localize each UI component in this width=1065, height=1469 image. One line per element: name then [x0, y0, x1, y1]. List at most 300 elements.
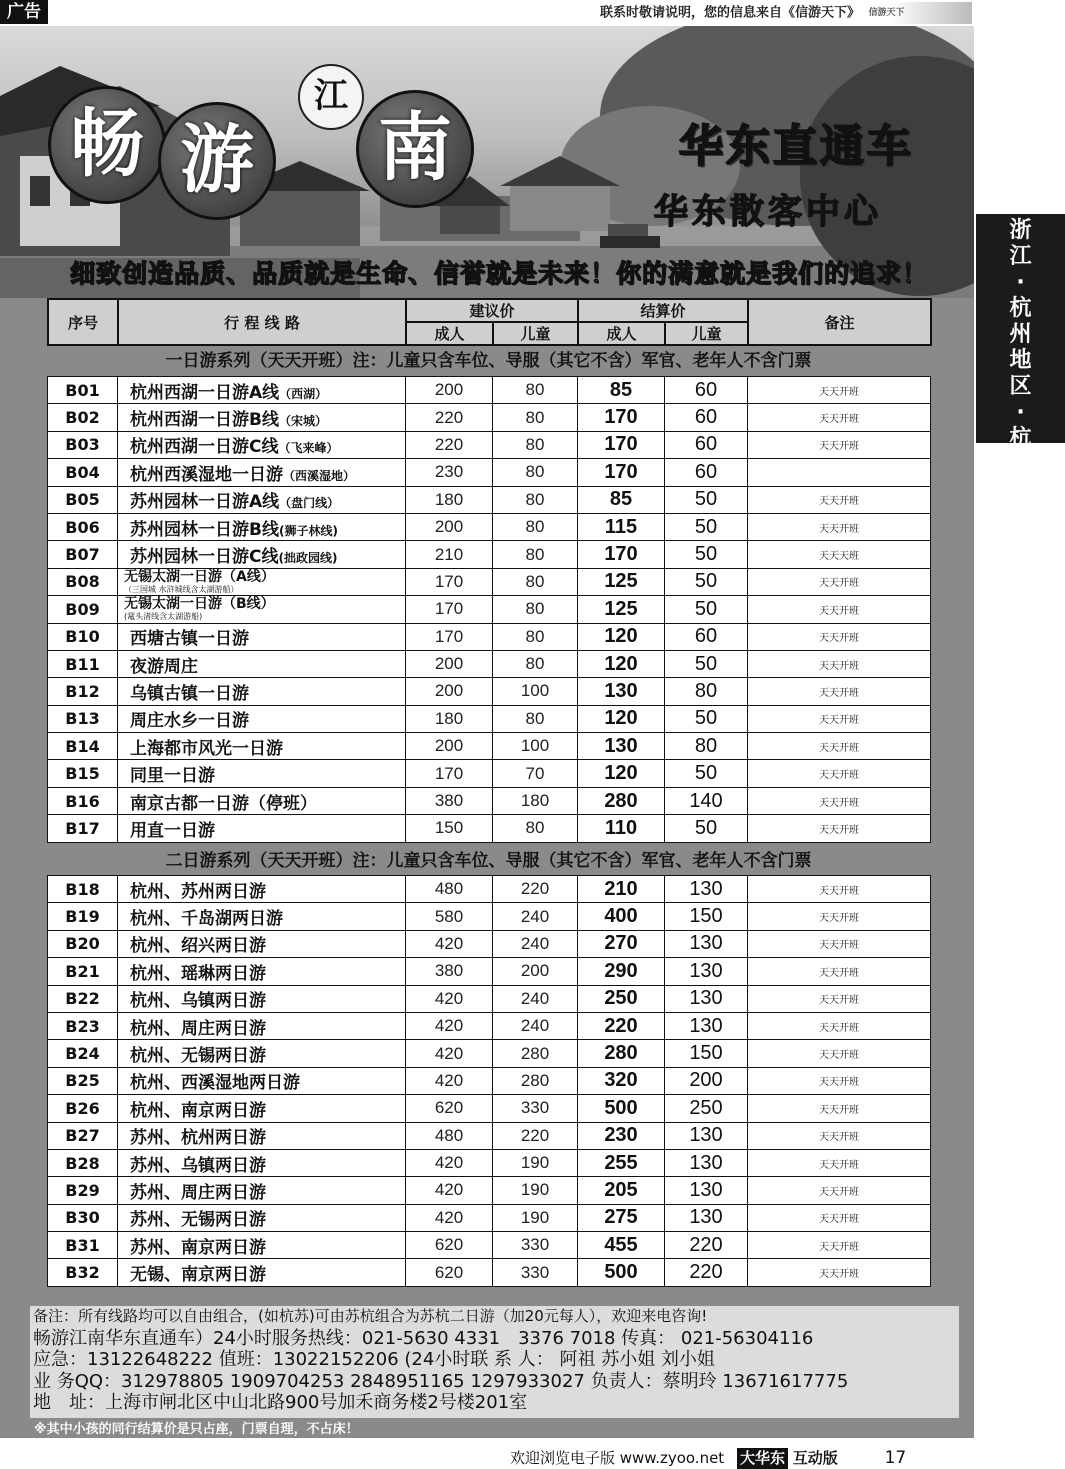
tour-route-name: 用直一日游 [130, 820, 215, 841]
tour-route [118, 1122, 406, 1149]
qq-line: 业 务QQ：312978805 1909704253 2848951165 1297933027 负责人：蔡明玲 13671617775 [33, 1370, 849, 1392]
schedule-note: 天天开班 [748, 431, 931, 458]
suggested-adult-price: 420 [406, 1177, 493, 1204]
settlement-adult-price: 250 [578, 985, 665, 1012]
settlement-child-price: 50 [665, 760, 748, 787]
settlement-child-price: 130 [665, 930, 748, 957]
tour-row [48, 377, 931, 404]
suggested-child-price: 220 [493, 1122, 578, 1149]
tour-route [118, 1259, 406, 1286]
tour-route-tag: (狮子林线) [278, 523, 338, 538]
tour-route-name: 周庄水乡一日游 [130, 711, 249, 732]
tour-route-name: 乌镇古镇一日游 [130, 683, 249, 704]
tour-route-name: 苏州园林一日游A线 [130, 492, 280, 513]
settlement-adult-price: 85 [578, 377, 665, 404]
tour-row [48, 876, 931, 903]
schedule-note: 天天开班 [748, 1149, 931, 1176]
tour-code: B04 [48, 459, 118, 486]
schedule-note: 天天开班 [748, 760, 931, 787]
settlement-child-price: 60 [665, 404, 748, 431]
suggested-adult-price: 180 [406, 705, 493, 732]
suggested-child-price: 80 [493, 486, 578, 513]
suggested-child-price: 80 [493, 377, 578, 404]
tour-code: B05 [48, 486, 118, 513]
source-notice [600, 2, 972, 24]
suggested-child-price: 180 [493, 787, 578, 814]
tour-route-name: 苏州园林一日游C线 [130, 547, 279, 568]
tour-code: B02 [48, 404, 118, 431]
schedule-note: 天天开班 [748, 1259, 931, 1286]
region-tab-char: 杭 [1009, 426, 1032, 451]
suggested-child-price: 80 [493, 596, 578, 623]
tour-route-name: 杭州西湖一日游A线 [130, 382, 280, 403]
suggested-adult-price: 170 [406, 596, 493, 623]
region-tab-char: 杭 [1009, 296, 1032, 321]
suggested-child-price: 330 [493, 1259, 578, 1286]
tour-route-tag: （宋城） [278, 414, 327, 429]
tour-route-name: 杭州、西溪湿地两日游 [130, 1073, 300, 1094]
tour-row [48, 404, 931, 431]
page-number: 17 [884, 1448, 907, 1468]
tour-route [118, 705, 406, 732]
settlement-adult-price: 220 [578, 1012, 665, 1039]
tour-route [118, 760, 406, 787]
tour-route [118, 787, 406, 814]
tour-code: B32 [48, 1259, 118, 1286]
settlement-adult-price: 205 [578, 1177, 665, 1204]
col-header-settlement-price: 结算价 [578, 299, 748, 322]
suggested-child-price: 80 [493, 459, 578, 486]
tour-code: B26 [48, 1095, 118, 1122]
suggested-child-price: 80 [493, 513, 578, 540]
tour-row [48, 1040, 931, 1067]
tour-route-name: 苏州、乌镇两日游 [130, 1155, 266, 1176]
tour-route [118, 1012, 406, 1039]
tour-route-name: 杭州、乌镇两日游 [130, 991, 266, 1012]
tour-route-name: 杭州、绍兴两日游 [130, 936, 266, 957]
settlement-adult-price: 500 [578, 1095, 665, 1122]
settlement-adult-price: 125 [578, 568, 665, 595]
schedule-note: 天天开班 [748, 650, 931, 677]
tour-row [48, 1204, 931, 1231]
schedule-note: 天天开班 [748, 1040, 931, 1067]
suggested-adult-price: 220 [406, 431, 493, 458]
schedule-note: 天天开班 [748, 787, 931, 814]
tour-route-name: 杭州、千岛湖两日游 [130, 909, 283, 930]
schedule-note: 天天开班 [748, 1067, 931, 1094]
suggested-child-price: 330 [493, 1232, 578, 1259]
settlement-adult-price: 110 [578, 815, 665, 842]
suggested-adult-price: 150 [406, 815, 493, 842]
settlement-adult-price: 120 [578, 623, 665, 650]
suggested-adult-price: 420 [406, 1204, 493, 1231]
suggested-child-price: 70 [493, 760, 578, 787]
region-tab-char: 地 [1009, 348, 1032, 373]
tour-code: B15 [48, 760, 118, 787]
tour-route [118, 377, 406, 404]
hotline-line: 畅游江南华东直通车）24小时服务热线：021-5630 4331 3376 7018 传真： 021-56304116 [33, 1327, 814, 1349]
settlement-child-price: 60 [665, 459, 748, 486]
settlement-adult-price: 120 [578, 650, 665, 677]
schedule-note [748, 459, 931, 486]
suggested-child-price: 240 [493, 985, 578, 1012]
tour-row [48, 486, 931, 513]
suggested-child-price: 280 [493, 1040, 578, 1067]
settlement-child-price: 50 [665, 486, 748, 513]
tour-route [118, 876, 406, 903]
suggested-child-price: 190 [493, 1204, 578, 1231]
tour-route-name: 无锡太湖一日游（B线） [124, 596, 275, 613]
settlement-child-price: 130 [665, 1177, 748, 1204]
col-header-note: 备注 [748, 299, 931, 345]
tour-route-name: 夜游周庄 [130, 656, 198, 677]
suggested-adult-price: 200 [406, 377, 493, 404]
tour-code: B22 [48, 985, 118, 1012]
tour-row [48, 431, 931, 458]
settlement-adult-price: 115 [578, 513, 665, 540]
brand-subtitle: 华东散客中心 [654, 192, 882, 232]
col-header-adult-settle: 成人 [578, 322, 665, 345]
tour-code: B31 [48, 1232, 118, 1259]
settlement-adult-price: 290 [578, 958, 665, 985]
tour-row [48, 760, 931, 787]
tour-row [48, 678, 931, 705]
suggested-child-price: 80 [493, 431, 578, 458]
schedule-note: 天天开班 [748, 1012, 931, 1039]
tour-route-tag: (拙政园线) [278, 551, 338, 566]
tour-row [48, 705, 931, 732]
logo-char-1: 畅 [48, 86, 166, 204]
settlement-child-price: 130 [665, 1149, 748, 1176]
region-tab-char: 区 [1009, 374, 1032, 399]
col-header-route: 行 程 线 路 [118, 299, 406, 345]
schedule-note: 天天开班 [748, 815, 931, 842]
schedule-note: 天天天班 [748, 541, 931, 568]
tour-code: B19 [48, 903, 118, 930]
suggested-adult-price: 480 [406, 876, 493, 903]
footer-website: 欢迎浏览电子版 www.zyoo.net [510, 1449, 725, 1467]
settlement-child-price: 130 [665, 1204, 748, 1231]
tour-route-name: 西塘古镇一日游 [130, 629, 249, 650]
tour-route-detail: (鼋头渚线含太湖游船) [124, 612, 203, 622]
footer-version: 互动版 [792, 1449, 838, 1467]
tour-route [118, 815, 406, 842]
settlement-child-price: 50 [665, 705, 748, 732]
tour-code: B10 [48, 623, 118, 650]
tour-code: B25 [48, 1067, 118, 1094]
settlement-child-price: 130 [665, 1012, 748, 1039]
settlement-adult-price: 230 [578, 1122, 665, 1149]
tour-route-name: 苏州园林一日游B线 [130, 519, 279, 540]
tour-route [118, 568, 406, 595]
settlement-child-price: 80 [665, 733, 748, 760]
schedule-note: 天天开班 [748, 596, 931, 623]
tour-route-name: 杭州、苏州两日游 [130, 881, 266, 902]
settlement-adult-price: 270 [578, 930, 665, 957]
schedule-note: 天天开班 [748, 513, 931, 540]
tour-route [118, 513, 406, 540]
tour-code: B09 [48, 596, 118, 623]
suggested-child-price: 330 [493, 1095, 578, 1122]
section-title-two-day: 二日游系列（天天开班）注：儿童只含车位、导服（其它不含）军官、老年人不含门票 [165, 851, 812, 871]
settlement-adult-price: 320 [578, 1067, 665, 1094]
region-tab-char: 江 [1009, 244, 1032, 269]
settlement-child-price: 50 [665, 513, 748, 540]
settlement-child-price: 130 [665, 876, 748, 903]
settlement-adult-price: 455 [578, 1232, 665, 1259]
tour-route-tag: （西溪湿地） [283, 468, 356, 483]
tour-route-tag: （西湖） [279, 386, 328, 401]
page-footer [510, 1448, 1065, 1469]
suggested-child-price: 190 [493, 1177, 578, 1204]
col-header-no: 序号 [48, 299, 118, 345]
suggested-child-price: 100 [493, 678, 578, 705]
tour-route [118, 985, 406, 1012]
settlement-adult-price: 255 [578, 1149, 665, 1176]
settlement-adult-price: 210 [578, 876, 665, 903]
suggested-child-price: 80 [493, 705, 578, 732]
schedule-note: 天天开班 [748, 876, 931, 903]
tour-route-name: 上海都市风光一日游 [130, 738, 283, 759]
settlement-child-price: 130 [665, 958, 748, 985]
settlement-adult-price: 400 [578, 903, 665, 930]
suggested-child-price: 280 [493, 1067, 578, 1094]
suggested-adult-price: 200 [406, 650, 493, 677]
settlement-child-price: 50 [665, 815, 748, 842]
suggested-adult-price: 230 [406, 459, 493, 486]
schedule-note: 天天开班 [748, 705, 931, 732]
logo-char-4: 南 [356, 90, 474, 208]
tour-route [118, 623, 406, 650]
schedule-note: 天天开班 [748, 930, 931, 957]
settlement-child-price: 50 [665, 650, 748, 677]
tour-code: B03 [48, 431, 118, 458]
suggested-adult-price: 170 [406, 623, 493, 650]
col-header-adult: 成人 [406, 322, 493, 345]
tour-route [118, 459, 406, 486]
tour-route-name: 无锡太湖一日游（A线） [124, 568, 275, 585]
tour-code: B16 [48, 787, 118, 814]
settlement-child-price: 60 [665, 377, 748, 404]
tour-code: B30 [48, 1204, 118, 1231]
schedule-note: 天天开班 [748, 377, 931, 404]
tour-row [48, 985, 931, 1012]
suggested-adult-price: 210 [406, 541, 493, 568]
settlement-child-price: 150 [665, 903, 748, 930]
tour-code: B06 [48, 513, 118, 540]
settlement-adult-price: 125 [578, 596, 665, 623]
suggested-adult-price: 200 [406, 733, 493, 760]
tour-row [48, 596, 931, 623]
suggested-adult-price: 620 [406, 1259, 493, 1286]
tour-code: B24 [48, 1040, 118, 1067]
schedule-note: 天天开班 [748, 958, 931, 985]
tour-row [48, 1149, 931, 1176]
tour-code: B14 [48, 733, 118, 760]
contact-info-block [30, 1306, 959, 1418]
tour-row [48, 903, 931, 930]
suggested-adult-price: 380 [406, 787, 493, 814]
settlement-child-price: 50 [665, 568, 748, 595]
tour-route-name: 杭州、周庄两日游 [130, 1018, 266, 1039]
settlement-adult-price: 130 [578, 733, 665, 760]
settlement-adult-price: 170 [578, 431, 665, 458]
suggested-child-price: 80 [493, 623, 578, 650]
tour-code: B28 [48, 1149, 118, 1176]
settlement-child-price: 60 [665, 623, 748, 650]
settlement-child-price: 50 [665, 541, 748, 568]
tour-route-tag: （盘门线） [279, 496, 340, 511]
two-day-tour-table [47, 875, 931, 1287]
tour-route [118, 958, 406, 985]
settlement-child-price: 50 [665, 596, 748, 623]
settlement-child-price: 130 [665, 985, 748, 1012]
region-tab-char: 浙 [1009, 218, 1032, 243]
suggested-adult-price: 420 [406, 1040, 493, 1067]
tour-route-name: 杭州西湖一日游B线 [130, 410, 279, 431]
tour-code: B11 [48, 650, 118, 677]
tour-row [48, 459, 931, 486]
tour-route [118, 596, 406, 623]
tour-row [48, 541, 931, 568]
suggested-child-price: 100 [493, 733, 578, 760]
tour-row [48, 733, 931, 760]
address-line: 地 址：上海市闸北区中山北路900号加禾商务楼2号楼201室 [33, 1392, 528, 1413]
schedule-note: 天天开班 [748, 1122, 931, 1149]
tour-route-tag: （飞来峰） [278, 441, 339, 456]
footer-brand: 大华东 [737, 1448, 788, 1469]
tour-row [48, 787, 931, 814]
settlement-adult-price: 85 [578, 486, 665, 513]
settlement-child-price: 140 [665, 787, 748, 814]
suggested-adult-price: 480 [406, 1122, 493, 1149]
suggested-adult-price: 200 [406, 513, 493, 540]
tour-route [118, 1095, 406, 1122]
tour-code: B27 [48, 1122, 118, 1149]
schedule-note: 天天开班 [748, 733, 931, 760]
one-day-tour-table [47, 376, 931, 843]
tour-route [118, 678, 406, 705]
settlement-child-price: 60 [665, 431, 748, 458]
schedule-note: 天天开班 [748, 903, 931, 930]
settlement-child-price: 80 [665, 678, 748, 705]
region-tab-char: 州 [1009, 452, 1032, 477]
suggested-child-price: 240 [493, 930, 578, 957]
suggested-child-price: 80 [493, 568, 578, 595]
suggested-adult-price: 200 [406, 678, 493, 705]
suggested-adult-price: 620 [406, 1095, 493, 1122]
logo-char-3: 江 [298, 64, 364, 130]
tour-route-name: 杭州西湖一日游C线 [130, 437, 279, 458]
combination-note: 备注：所有线路均可以自由组合，(如杭苏)可由苏杭组合为苏杭二日游（加20元每人），欢迎来电咨询! [33, 1307, 708, 1325]
suggested-child-price: 80 [493, 650, 578, 677]
settlement-child-price: 150 [665, 1040, 748, 1067]
tour-row [48, 815, 931, 842]
tour-route-name: 同里一日游 [130, 766, 215, 787]
logo-char-2: 游 [158, 102, 276, 220]
tour-row [48, 1067, 931, 1094]
tour-route [118, 930, 406, 957]
tour-route [118, 404, 406, 431]
suggested-child-price: 240 [493, 903, 578, 930]
tour-row [48, 1122, 931, 1149]
tour-route [118, 650, 406, 677]
section-title-one-day: 一日游系列（天天开班）注：儿童只含车位、导服（其它不含）军官、老年人不含门票 [165, 351, 812, 371]
settlement-child-price: 220 [665, 1232, 748, 1259]
schedule-note: 天天开班 [748, 1095, 931, 1122]
tour-route-name: 南京古都一日游（停班） [130, 793, 317, 814]
settlement-adult-price: 120 [578, 760, 665, 787]
tour-row [48, 650, 931, 677]
region-tab-char: 州 [1009, 322, 1032, 347]
suggested-adult-price: 420 [406, 1067, 493, 1094]
suggested-child-price: 80 [493, 815, 578, 842]
ad-label: 广告 [0, 0, 48, 24]
col-header-child: 儿童 [493, 322, 578, 345]
publisher-logo: 信游天下 [868, 8, 905, 18]
settlement-adult-price: 280 [578, 787, 665, 814]
motto-banner: 细致创造品质、品质就是生命、信誉就是未来！你的满意就是我们的追求！ [70, 259, 929, 288]
tour-row [48, 930, 931, 957]
tour-route [118, 1149, 406, 1176]
suggested-adult-price: 180 [406, 486, 493, 513]
schedule-note: 天天开班 [748, 985, 931, 1012]
tour-code: B18 [48, 876, 118, 903]
suggested-adult-price: 620 [406, 1232, 493, 1259]
brand-slogan: 华东直通车 [679, 121, 914, 172]
tour-route-name: 杭州、南京两日游 [130, 1100, 266, 1121]
tour-route-name: 杭州、无锡两日游 [130, 1046, 266, 1067]
tour-route [118, 541, 406, 568]
schedule-note: 天天开班 [748, 1232, 931, 1259]
tour-route-name: 杭州、瑶琳两日游 [130, 963, 266, 984]
tour-route [118, 1067, 406, 1094]
tour-row [48, 568, 931, 595]
settlement-adult-price: 275 [578, 1204, 665, 1231]
tour-route [118, 903, 406, 930]
tour-code: B07 [48, 541, 118, 568]
suggested-adult-price: 220 [406, 404, 493, 431]
tour-route-name: 无锡、南京两日游 [130, 1265, 266, 1286]
suggested-child-price: 220 [493, 876, 578, 903]
tour-row [48, 958, 931, 985]
tour-code: B01 [48, 377, 118, 404]
suggested-adult-price: 420 [406, 1012, 493, 1039]
tour-route [118, 486, 406, 513]
schedule-note: 天天开班 [748, 623, 931, 650]
tour-route [118, 1040, 406, 1067]
region-tab-char: · [1016, 400, 1025, 425]
schedule-note: 天天开班 [748, 1204, 931, 1231]
tour-route-detail: （三国城 水浒城线含太湖游船） [124, 584, 239, 594]
tour-route [118, 1232, 406, 1259]
tour-row [48, 1232, 931, 1259]
settlement-adult-price: 280 [578, 1040, 665, 1067]
suggested-adult-price: 170 [406, 568, 493, 595]
tour-code: B08 [48, 568, 118, 595]
settlement-adult-price: 500 [578, 1259, 665, 1286]
settlement-child-price: 130 [665, 1122, 748, 1149]
tour-route-name: 苏州、南京两日游 [130, 1237, 266, 1258]
tour-code: B17 [48, 815, 118, 842]
region-tab-char: · [1016, 270, 1025, 295]
source-notice-text: 联系时敬请说明，您的信息来自《信游天下》 [600, 5, 861, 21]
tour-route [118, 1204, 406, 1231]
price-table-header [47, 298, 932, 346]
schedule-note: 天天开班 [748, 678, 931, 705]
tour-code: B29 [48, 1177, 118, 1204]
suggested-adult-price: 420 [406, 985, 493, 1012]
